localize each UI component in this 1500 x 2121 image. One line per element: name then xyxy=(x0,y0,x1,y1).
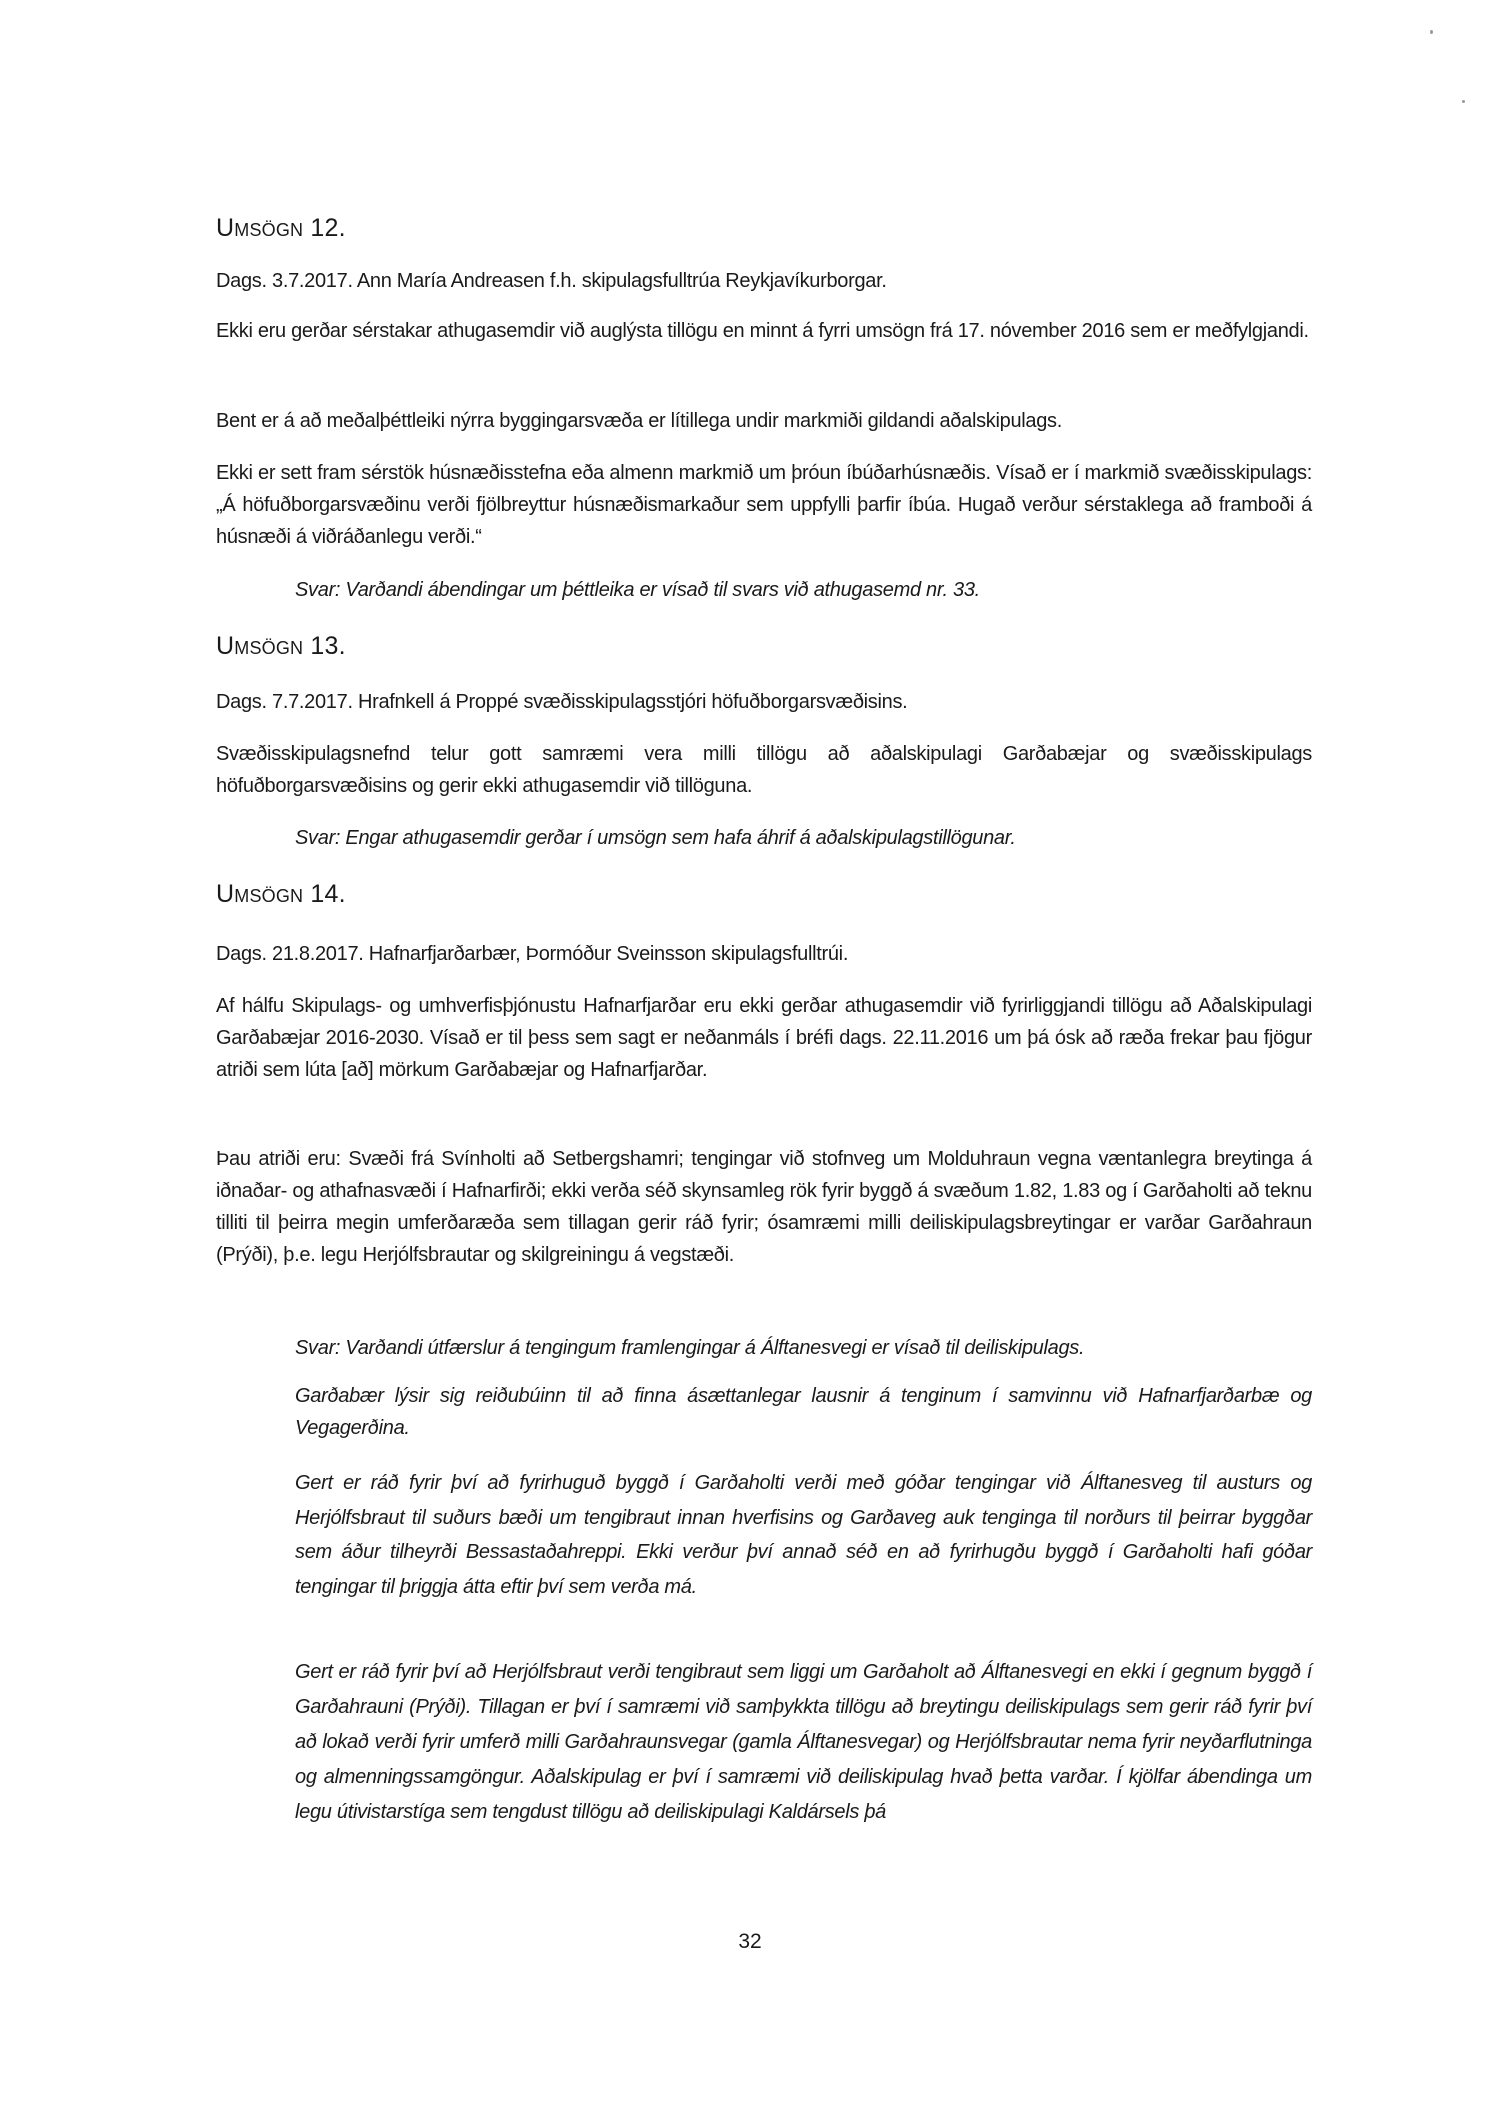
paragraph: Ekki er sett fram sérstök húsnæðisstefna eða almenn markmið um þróun íbúðarhúsnæðis. Vísað er í markmið svæðisskipulags: „Á höfuðborgarsvæðinu verði fjölbreyttur húsnæðismarkaður sem uppfylli þarfir íbúa. Hugað verður sérstaklega að framboði á húsnæði á viðráðanlegu verði.“ xyxy=(216,462,1312,548)
paragraph: Bent er á að meðalþéttleiki nýrra byggingarsvæða er lítillega undir markmiði gildandi aðalskipulags. xyxy=(216,410,1063,432)
date-line: Dags. 21.8.2017. Hafnarfjarðarbær, Þormóður Sveinsson skipulagsfulltrúi. xyxy=(216,943,849,965)
date-line: Dags. 7.7.2017. Hrafnkell á Proppé svæðisskipulagsstjóri höfuðborgarsvæðisins. xyxy=(216,691,908,713)
answer-paragraph: Gert er ráð fyrir því að Herjólfsbraut verði tengibraut sem liggi um Garðaholt að Álftanesvegi en ekki í gegnum byggð í Garðahrauni (Prýði). Tillagan er því í samræmi við samþykkta tillögu að breytingu deiliskipulags sem gerir ráð fyrir því að lokað verði fyrir umferð milli Garðahraunsvegar (gamla Álftanesvegar) og Herjólfsbrautar nema fyrir neyðarflutninga og almenningssamgöngur. Aðalskipulag er því í samræmi við deiliskipulag hvað þetta varðar. Í kjölfar ábendinga um legu útivistarstíga sem tengdust tillögu að deiliskipulagi Kaldársels þá xyxy=(295,1661,1312,1823)
answer-paragraph: Gert er ráð fyrir því að fyrirhuguð byggð í Garðaholti verði með góðar tengingar við Álftanesveg til austurs og Herjólfsbraut til suðurs bæði um tengibraut innan hverfisins og Garðaveg auk tenginga til norðurs til þeirrar byggðar sem áður tilheyrði Bessastaðahreppi. Ekki verður því annað séð en að fyrirhugðu byggð í Garðaholti hafi góðar tengingar til þriggja átta eftir því sem verða má. xyxy=(295,1472,1312,1598)
paragraph: Þau atriði eru: Svæði frá Svínholti að Setbergshamri; tengingar við stofnveg um Molduhraun vegna væntanlegra breytinga á iðnaðar- og athafnasvæði í Hafnarfirði; ekki verða séð skynsamleg rök fyrir byggð á svæðum 1.82, 1.83 og í Garðaholti að teknu tilliti til þeirra megin umferðaræða sem tillagan gerir ráð fyrir; ósamræmi milli deiliskipulagsbreytingar er varðar Garðahraun (Prýði), þ.e. legu Herjólfsbrautar og skilgreiningu á vegstæði. xyxy=(216,1148,1312,1266)
scan-speck xyxy=(1462,100,1465,103)
scan-speck xyxy=(1430,30,1433,34)
page-number: 32 xyxy=(738,1930,762,1953)
answer-paragraph: Svar: Varðandi ábendingar um þéttleika er vísað til svars við athugasemd nr. 33. xyxy=(295,579,980,601)
paragraph: Ekki eru gerðar sérstakar athugasemdir við auglýsta tillögu en minnt á fyrri umsögn frá 17. nóvember 2016 sem er meðfylgjandi. xyxy=(216,320,1309,342)
answer-paragraph: Garðabær lýsir sig reiðubúinn til að finna ásættanlegar lausnir á tenginum í samvinnu við Hafnarfjarðarbæ og Vegagerðina. xyxy=(295,1385,1312,1439)
paragraph: Svæðisskipulagsnefnd telur gott samræmi vera milli tillögu að aðalskipulagi Garðabæjar og svæðisskipulags höfuðborgarsvæðisins og gerir ekki athugasemdir við tillöguna. xyxy=(216,743,1312,797)
date-line: Dags. 3.7.2017. Ann María Andreasen f.h. skipulagsfulltrúa Reykjavíkurborgar. xyxy=(216,270,887,292)
answer-paragraph: Svar: Engar athugasemdir gerðar í umsögn sem hafa áhrif á aðalskipulagstillögunar. xyxy=(295,827,1016,849)
section-heading: Umsögn 12. xyxy=(216,214,346,242)
section-heading: Umsögn 13. xyxy=(216,632,346,660)
answer-paragraph: Svar: Varðandi útfærslur á tengingum framlengingar á Álftanesvegi er vísað til deiliskipulags. xyxy=(295,1337,1085,1359)
section-heading: Umsögn 14. xyxy=(216,880,346,908)
paragraph: Af hálfu Skipulags- og umhverfisþjónustu Hafnarfjarðar eru ekki gerðar athugasemdir við fyrirliggjandi tillögu að Aðalskipulagi Garðabæjar 2016-2030. Vísað er til þess sem sagt er neðanmáls í bréfi dags. 22.11.2016 um þá ósk að ræða frekar þau fjögur atriði sem lúta [að] mörkum Garðabæjar og Hafnarfjarðar. xyxy=(216,995,1312,1081)
